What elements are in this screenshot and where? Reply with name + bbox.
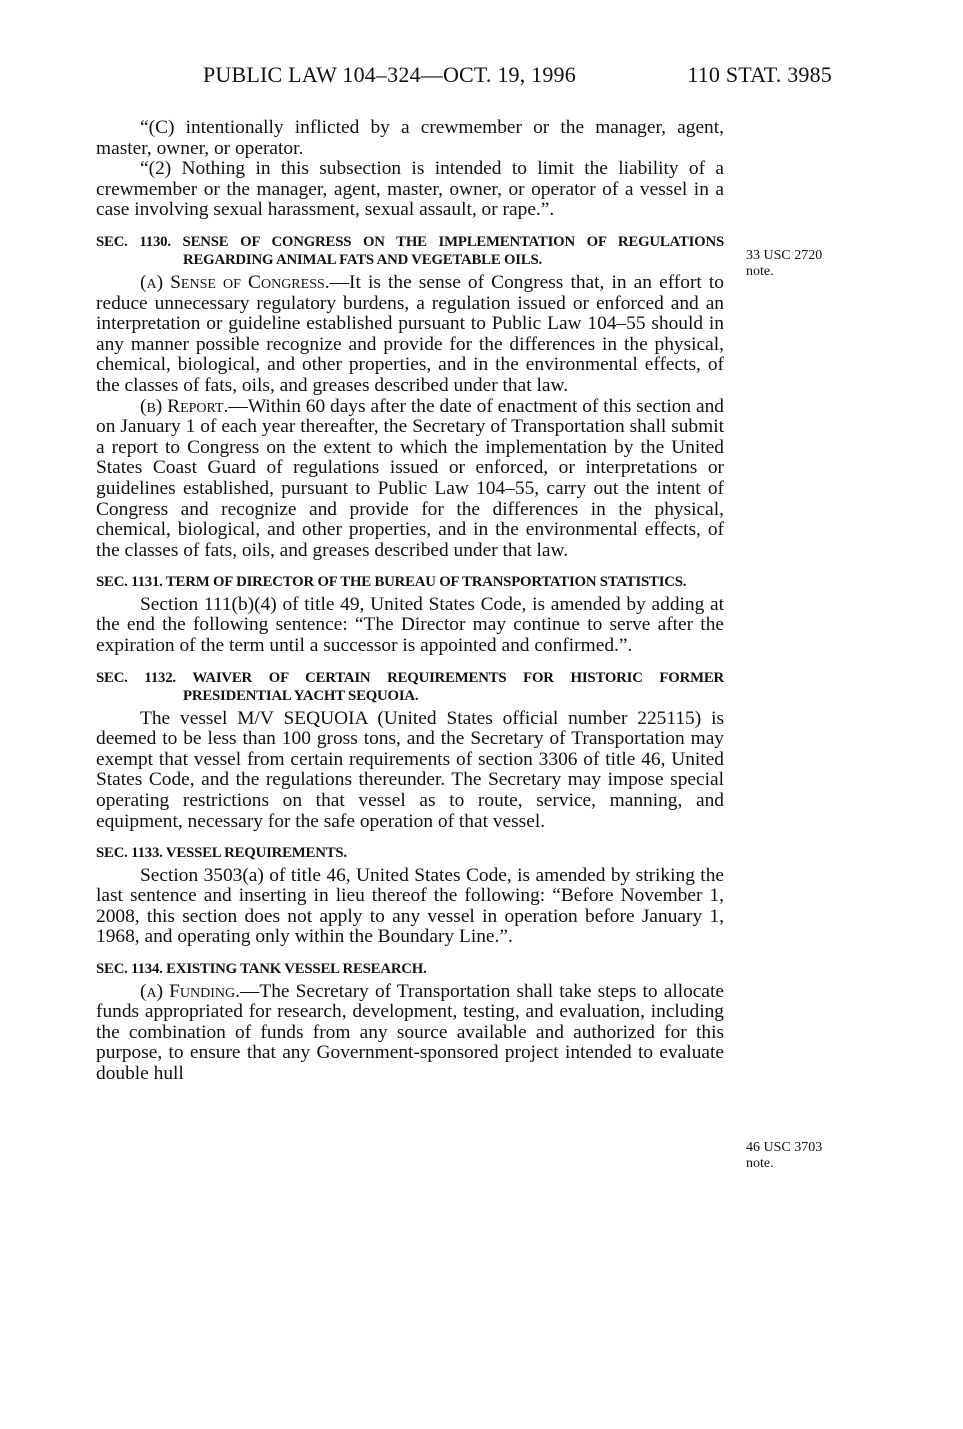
section-1132-heading: SEC. 1132. WAIVER OF CERTAIN REQUIREMENTS FOR HISTORIC FORMER PRESIDENTIAL YACHT SEQUOIA. [96,669,724,705]
paragraph-2: “(2) Nothing in this subsection is intended to limit the liability of a crewmember or the manager, agent, master, owner, or operator of a vessel in a case involving sexual harassment, sexual assault, or rape.”. [96,158,724,221]
paragraph-c: “(C) intentionally inflicted by a crewmember or the manager, agent, master, owner, or operator. [96,117,724,159]
margin-note-suffix: note. [746,264,774,279]
section-1134-heading: SEC. 1134. EXISTING TANK VESSEL RESEARCH. [96,961,427,977]
section-1131-heading: SEC. 1131. TERM OF DIRECTOR OF THE BUREAU OF TRANSPORTATION STATISTICS. [96,574,687,591]
header-law-citation: PUBLIC LAW 104–324—OCT. 19, 1996 [203,62,576,87]
section-1130-a [96,273,724,397]
subsection-text: —The Secretary of Transportation shall take steps to allocate funds appropriated for research, development, testing, and evaluation, including the combination of funds from any source available and authorized for this purpose, to ensure that any Government-sponsored project intended to evaluate double hull [96,980,725,1084]
subsection-text: —Within 60 days after the date of enactment of this section and on January 1 of each year thereafter, the Secretary of Transportation shall submit a report to Congress on the extent to which the implementation by the United States Coast Guard of regulations issued or enforced, or interpretations or guidelines established, pursuant to Public Law 104–55, carry out the intent of Congress and recognize and provide for the differences in the physical, chemical, biological, and other properties, and in the environmental effects, of the classes of fats, oils, and greases described under that law. [96,395,724,561]
margin-note-citation: 46 USC 3703 [746,1140,823,1155]
header-page-number: 110 STAT. 3985 [687,62,832,87]
section-1132-text: The vessel M/V SEQUOIA (United States official number 225115) is deemed to be less than 100 gross tons, and the Secretary of Transportation may exempt that vessel from certain requirements of section 3306 of title 46, United States Code, and the regulations thereunder. The Secretary may impose special operating restrictions on that vessel as to route, service, manning, and equipment, necessary for the safe operation of that vessel. [96,707,724,832]
section-1130-heading: SEC. 1130. SENSE OF CONGRESS ON THE IMPLEMENTATION OF REGULATIONS REGARDING ANIMAL FATS AND VEGETABLE OILS. [96,233,724,269]
margin-note-33-usc [746,248,856,280]
margin-note-citation: 33 USC 2720 [746,248,823,263]
section-1133-text: Section 3503(a) of title 46, United States Code, is amended by striking the last sentence and inserting in lieu thereof the following: “Before November 1, 2008, this section does not apply to any vessel in operation before January 1, 1968, and operating only within the Boundary Line.”. [96,864,724,948]
section-1131-text: Section 111(b)(4) of title 49, United States Code, is amended by adding at the end the following sentence: “The Director may continue to serve after the expiration of the term until a successor is appointed and confirmed.”. [96,593,724,656]
section-1130-b [96,397,724,562]
margin-note-46-usc [746,1140,856,1172]
subsection-label: (a) Funding. [140,980,240,1002]
subsection-label: (b) Report. [140,395,229,417]
subsection-label: (a) Sense of Congress. [140,271,330,293]
subsection-text: —It is the sense of Congress that, in an effort to reduce unnecessary regulatory burdens, a regulation issued or enforced and an interpretation or guideline established pursuant to Public Law 104–55 should in any manner possible recognize and provide for the differences in the physical, chemical, biological, and other properties, and in the environmental effects, of the classes of fats, oils, and greases described under that law. [96,271,724,396]
section-1134-a [96,982,724,1085]
body-text [96,118,724,1084]
section-1133-heading: SEC. 1133. VESSEL REQUIREMENTS. [96,845,347,862]
margin-note-suffix: note. [746,1156,774,1171]
